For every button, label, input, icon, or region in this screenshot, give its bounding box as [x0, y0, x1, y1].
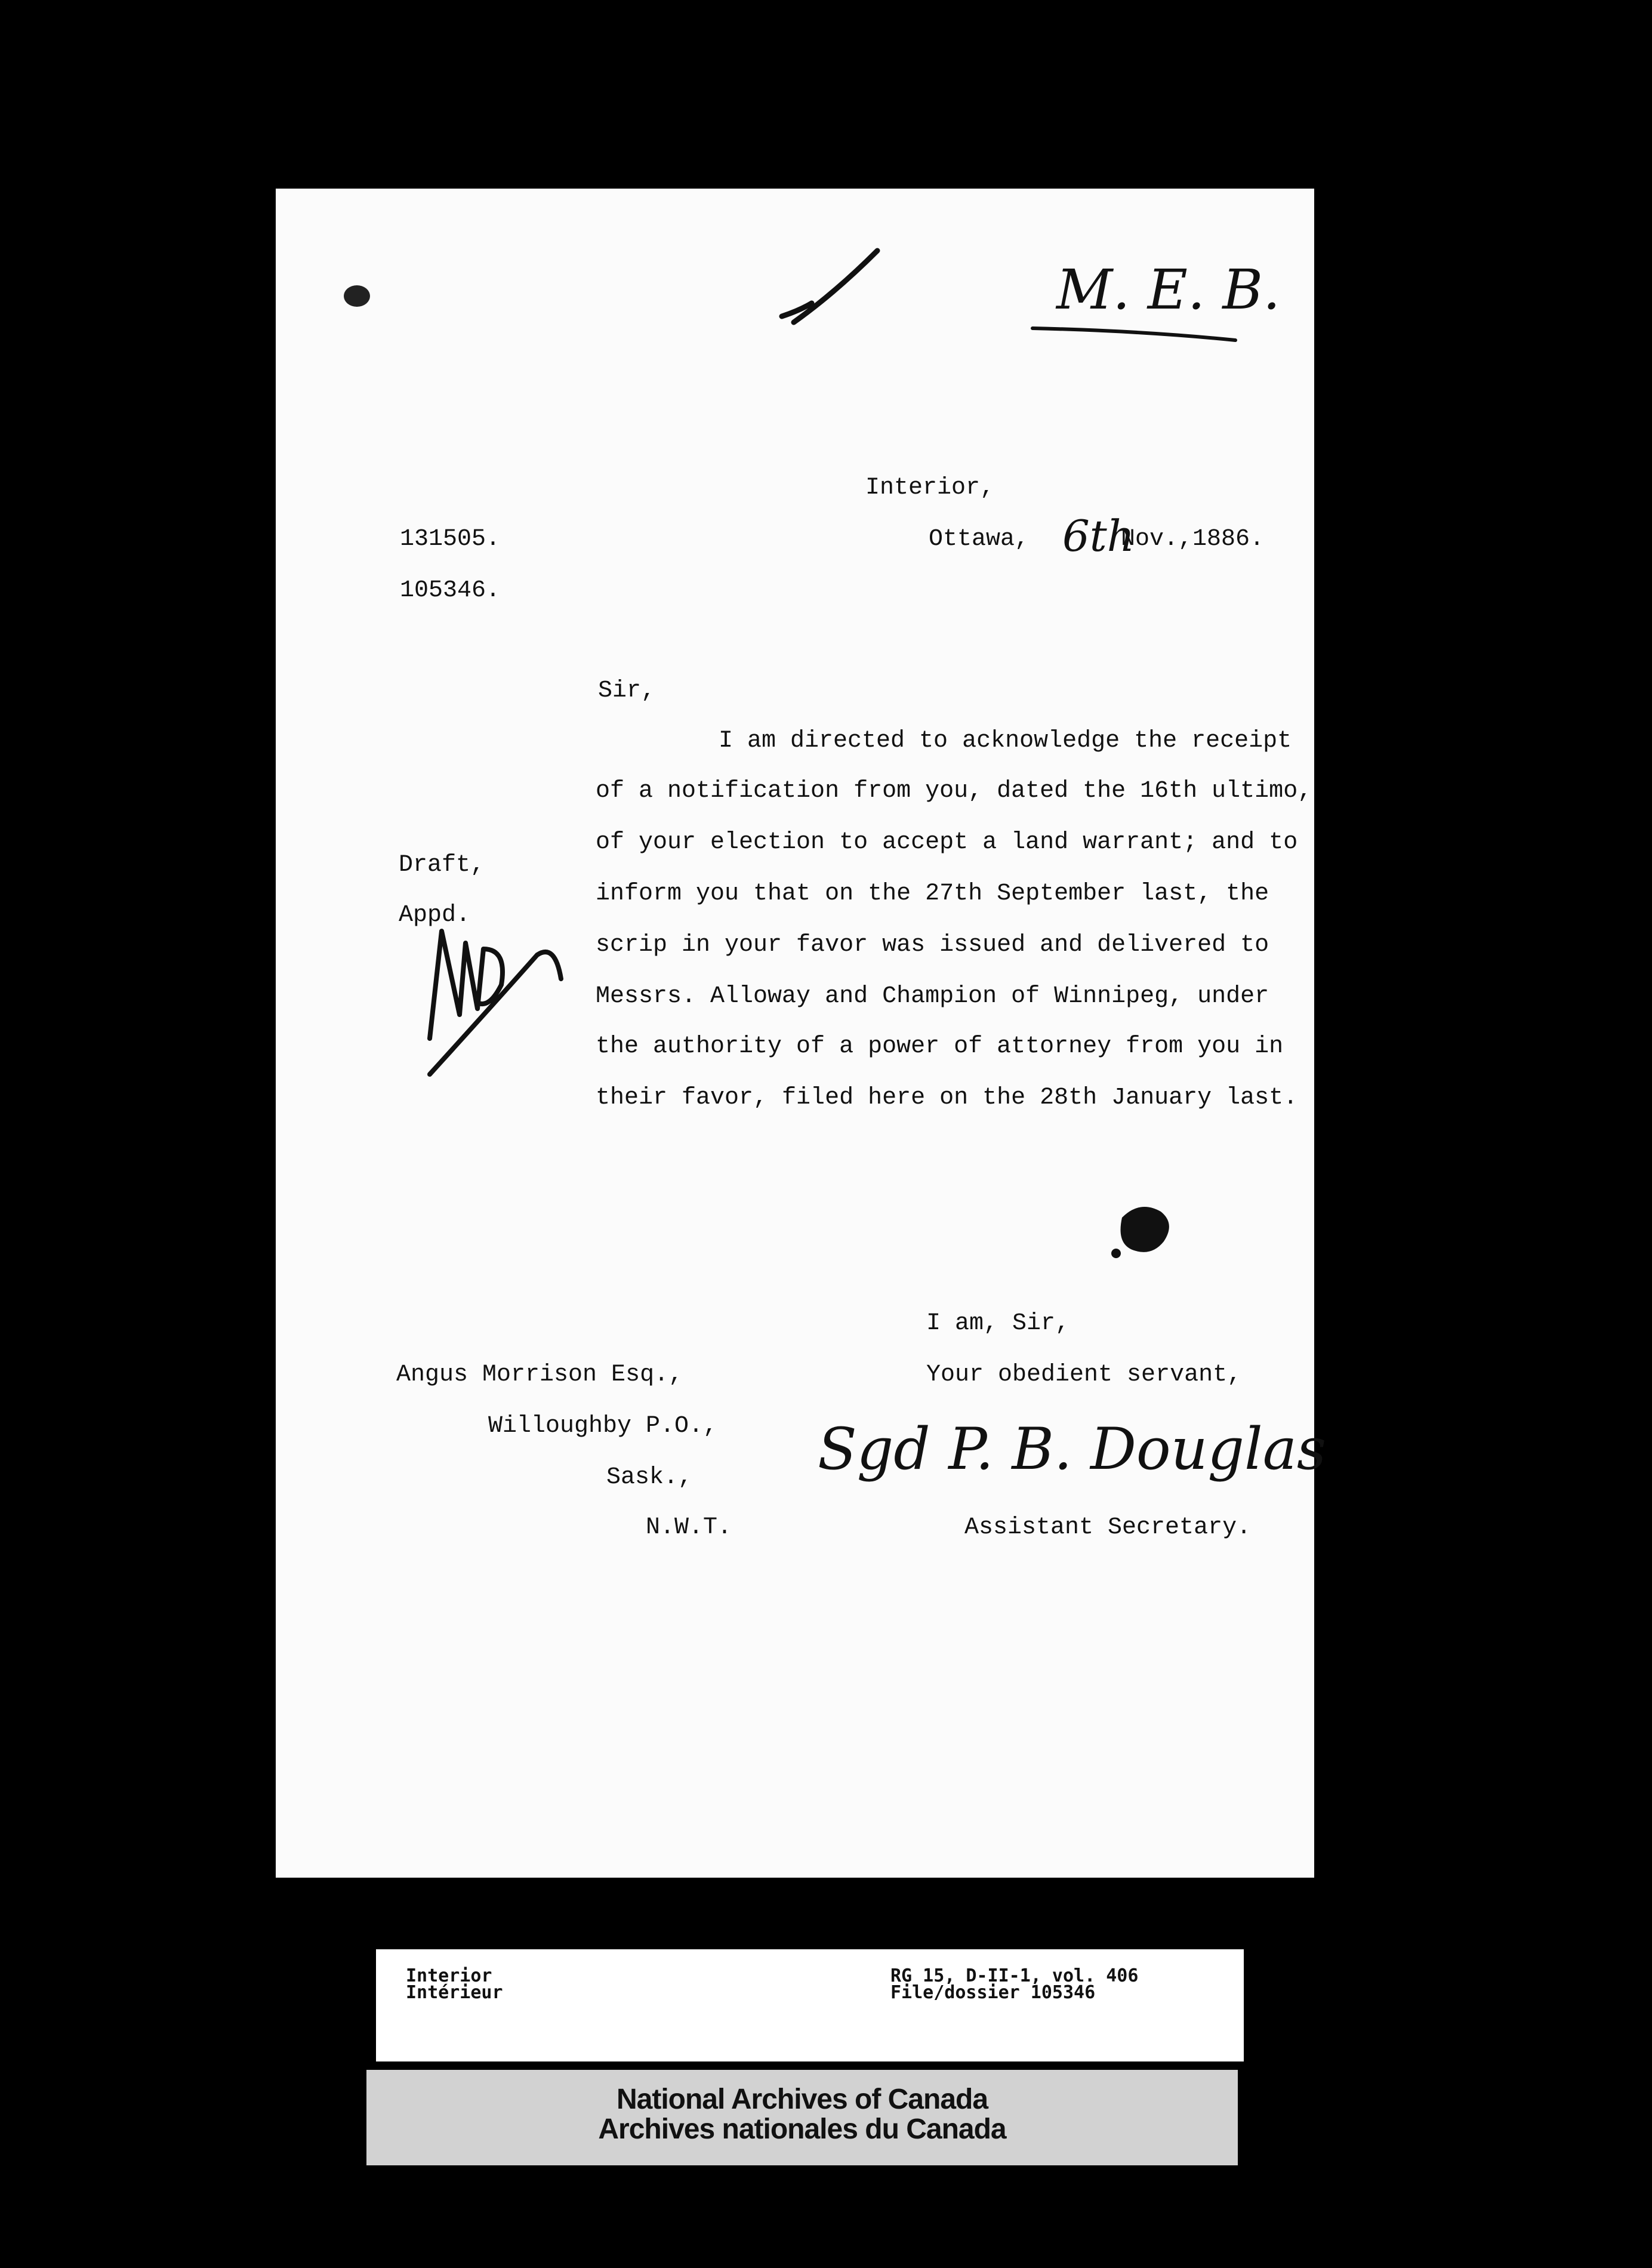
closing-line-2: Your obedient servant,: [926, 1361, 1242, 1388]
department-heading: Interior,: [865, 474, 995, 501]
archive-reference-label: [376, 1949, 1244, 2061]
initials-underline: [1032, 322, 1241, 346]
banner-line-fr: Archives nationales du Canada: [598, 2113, 1006, 2145]
check-mark: [776, 245, 883, 334]
label-rg: RG 15, D-II-1, vol. 406: [890, 1965, 1139, 1986]
body-line-2: of a notification from you, dated the 16th ultimo,: [596, 778, 1312, 805]
label-interior: Interior: [406, 1965, 492, 1986]
addressee-name: Angus Morrison Esq.,: [396, 1361, 683, 1388]
banner-line-en: National Archives of Canada: [616, 2084, 988, 2115]
margin-draft: Draft,: [399, 852, 485, 879]
body-line-7: the authority of a power of attorney from you in: [596, 1033, 1284, 1060]
label-interieur: Intérieur: [406, 1982, 503, 2003]
label-file: File/dossier 105346: [890, 1982, 1096, 2003]
date: Nov.,1886.: [1121, 526, 1265, 553]
closing-line-1: I am, Sir,: [926, 1310, 1070, 1337]
body-line-4: inform you that on the 27th September last, the: [596, 880, 1269, 907]
body-line-3: of your election to accept a land warrant; and to: [596, 829, 1298, 856]
addressee-line-2: Willoughby P.O.,: [488, 1413, 718, 1440]
body-line-5: scrip in your favor was issued and delivered to: [596, 932, 1269, 959]
file-number-2: 105346.: [400, 577, 501, 604]
ink-blot: [1104, 1200, 1182, 1265]
initials: M. E. B.: [1056, 258, 1281, 322]
body-line-8: their favor, filed here on the 28th January last.: [596, 1084, 1298, 1111]
salutation: Sir,: [598, 677, 656, 704]
margin-approved: Appd.: [399, 902, 471, 929]
body-line-6: Messrs. Alloway and Champion of Winnipeg, under: [596, 983, 1269, 1010]
date-day: 6th: [1062, 511, 1135, 561]
body-line-1: I am directed to acknowledge the receipt: [719, 728, 1292, 754]
place: Ottawa,: [929, 526, 1030, 553]
file-number-1: 131505.: [400, 526, 501, 553]
signature: Sgd P. B. Douglas: [818, 1416, 1327, 1483]
signatory-title: Assistant Secretary.: [964, 1514, 1252, 1541]
approval-initials: [418, 907, 585, 1098]
addressee-line-4: N.W.T.: [646, 1514, 732, 1541]
addressee-line-3: Sask.,: [606, 1464, 693, 1491]
archive-banner: [366, 2070, 1238, 2165]
ink-blot-top-left: [334, 275, 382, 316]
